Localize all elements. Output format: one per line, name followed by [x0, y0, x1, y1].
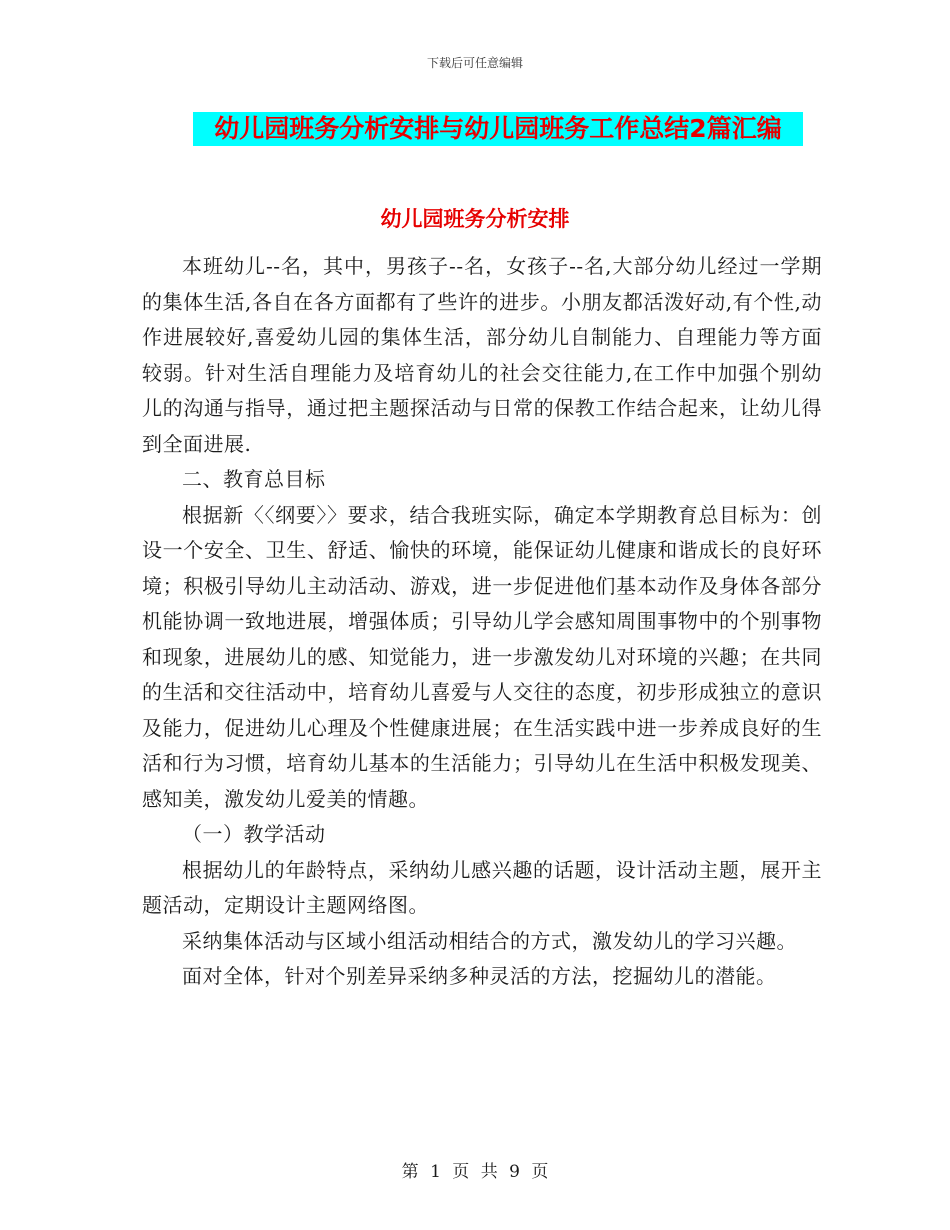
paragraph-teaching-2: 采纳集体活动与区域小组活动相结合的方式，激发幼儿的学习兴趣。	[182, 928, 797, 953]
paragraph-teaching-1: 根据幼儿的年龄特点，采纳幼儿感兴趣的话题，设计活动主题，展开主题活动，定期设计主题网络图。	[142, 857, 822, 917]
document-title: 幼儿园班务分析安排与幼儿园班务工作总结2篇汇编	[193, 112, 803, 146]
paragraph-class-overview: 本班幼儿--名，其中，男孩子--名，女孩子--名,大部分幼儿经过一学期的集体生活,各自在各方面都有了些许的进步。小朋友都活泼好动,有个性,动作进展较好,喜爱幼儿园的集体生活，部分幼儿自制能力、自理能力等方面较弱。针对生活自理能力及培育幼儿的社会交往能力,在工作中加强个别幼儿的沟通与指导，通过把主题探活动与日常的保教工作结合起来，让幼儿得到全面进展.	[142, 254, 822, 456]
document-body	[142, 249, 822, 995]
paragraph-teaching-3: 面对全体，针对个别差异采纳多种灵活的方法，挖掘幼儿的潜能。	[182, 964, 777, 988]
header-note: 下载后可任意编辑	[426, 56, 523, 70]
paragraph-education-goals: 根据新〈〈纲要〉〉要求，结合我班实际，确定本学期教育总目标为：创设一个安全、卫生、舒适、愉快的环境，能保证幼儿健康和谐成长的良好环境；积极引导幼儿主动活动、游戏，进一步促进他们基本动作及身体各部分机能协调一致地进展，增强体质；引导幼儿学会感知周围事物中的个别事物和现象，进展幼儿的感、知觉能力，进一步激发幼儿对环境的兴趣；在共同的生活和交往活动中，培育幼儿喜爱与人交往的态度，初步形成独立的意识及能力，促进幼儿心理及个性健康进展；在生活实践中进一步养成良好的生活和行为习惯，培育幼儿基本的生活能力；引导幼儿在生活中积极发现美、感知美，激发幼儿爱美的情趣。	[142, 502, 822, 811]
page-number: 第 1 页 共 9 页	[401, 1162, 549, 1182]
heading-education-goals: 二、教育总目标	[182, 467, 326, 491]
heading-teaching-activities: （一）教学活动	[182, 822, 326, 846]
section-title: 幼儿园班务分析安排	[380, 207, 570, 231]
